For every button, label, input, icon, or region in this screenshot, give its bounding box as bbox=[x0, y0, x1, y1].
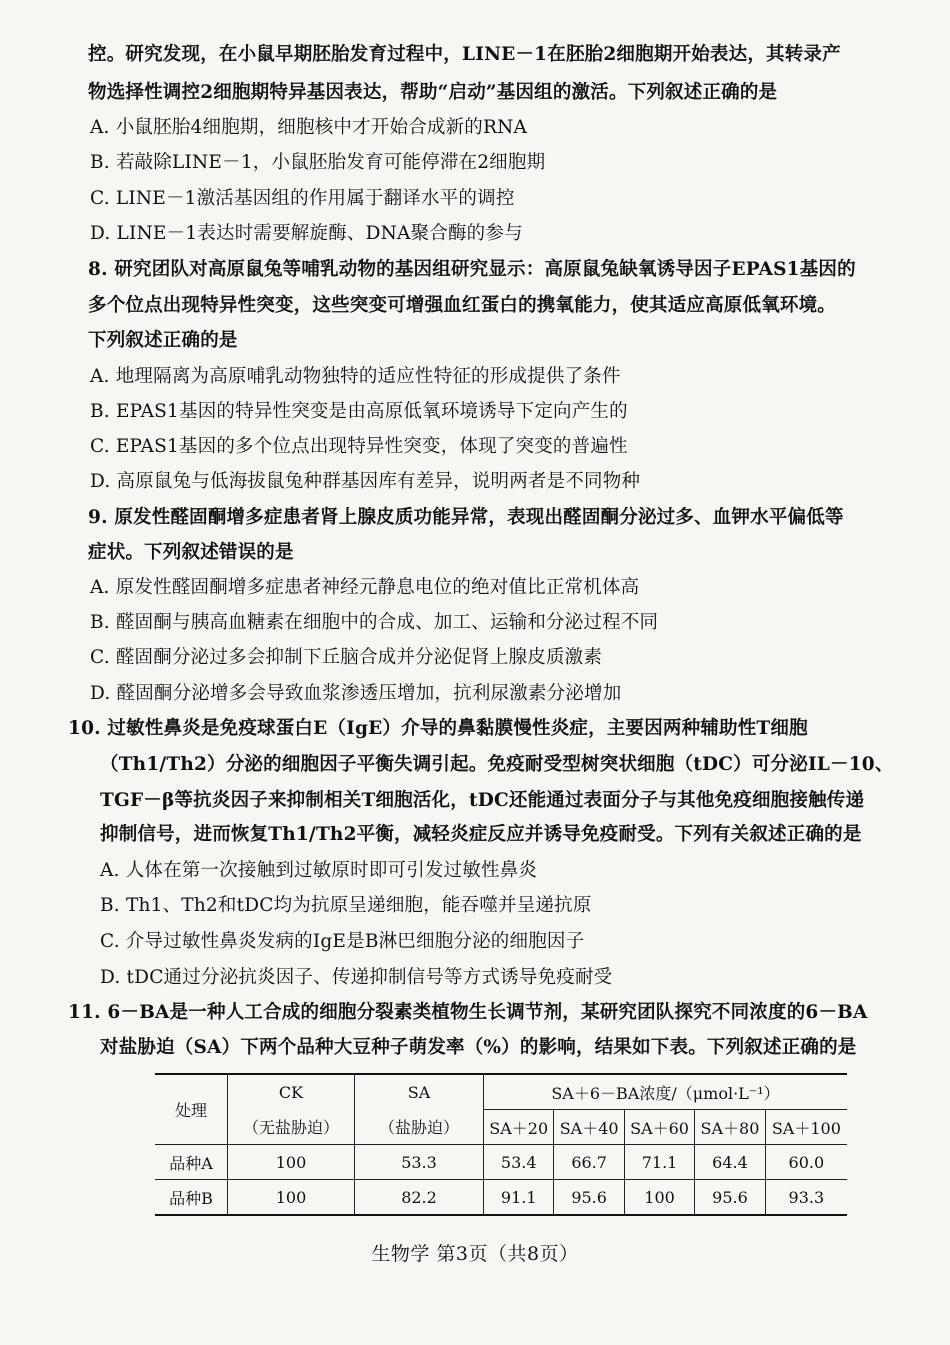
header-6ba-concentration: SA＋6－BA浓度/（μmol·L⁻¹） bbox=[484, 1074, 848, 1110]
q8-stem-line-3: 下列叙述正确的是 bbox=[88, 330, 238, 351]
q10-stem-line-2: （Th1/Th2）分泌的细胞因子平衡失调引起。免疫耐受型树突状细胞（tDC）可分泌IL－10、 bbox=[100, 754, 894, 775]
q7-stem-line-1: 控。研究发现，在小鼠早期胚胎发育过程中，LINE－1在胚胎2细胞期开始表达，其转录产 bbox=[88, 44, 841, 65]
q8-stem-line-1: 8. 研究团队对高原鼠兔等哺乳动物的基因组研究显示：高原鼠兔缺氧诱导因子EPAS1基因的 bbox=[88, 259, 856, 280]
q7-option-a: A. 小鼠胚胎4细胞期，细胞核中才开始合成新的RNA bbox=[90, 117, 528, 138]
table-cell: 100 bbox=[624, 1180, 694, 1216]
q8-option-b: B. EPAS1基因的特异性突变是由高原低氧环境诱导下定向产生的 bbox=[90, 401, 628, 422]
q9-stem-line-2: 症状。下列叙述错误的是 bbox=[88, 542, 294, 563]
header-sa: SA bbox=[355, 1074, 484, 1110]
q9-option-a: A. 原发性醛固酮增多症患者神经元静息电位的绝对值比正常机体高 bbox=[90, 577, 640, 598]
q10-option-c: C. 介导过敏性鼻炎发病的IgE是B淋巴细胞分泌的细胞因子 bbox=[100, 931, 585, 952]
q8-stem-line-2: 多个位点出现特异性突变，这些突变可增强血红蛋白的携氧能力，使其适应高原低氧环境。 bbox=[88, 295, 837, 316]
q10-stem-line-1: 10. 过敏性鼻炎是免疫球蛋白E（IgE）介导的鼻黏膜慢性炎症，主要因两种辅助性T细胞 bbox=[68, 718, 808, 739]
q8-option-d: D. 高原鼠兔与低海拔鼠兔种群基因库有差异，说明两者是不同物种 bbox=[90, 471, 641, 492]
row-label: 品种B bbox=[155, 1180, 228, 1216]
header-ck: CK bbox=[228, 1074, 355, 1110]
q8-option-c: C. EPAS1基因的多个位点出现特异性突变，体现了突变的普遍性 bbox=[90, 436, 628, 457]
table-cell: 53.3 bbox=[355, 1145, 484, 1180]
table-cell: 95.6 bbox=[695, 1180, 765, 1216]
table-cell: 60.0 bbox=[765, 1145, 847, 1180]
table-cell: 95.6 bbox=[554, 1180, 624, 1216]
q7-option-b: B. 若敲除LINE－1，小鼠胚胎发育可能停滞在2细胞期 bbox=[90, 152, 546, 173]
header-conc-100: SA＋100 bbox=[765, 1110, 847, 1145]
header-sa-sub: （盐胁迫） bbox=[355, 1110, 484, 1145]
table-row bbox=[155, 1145, 847, 1180]
table-cell: 100 bbox=[228, 1180, 355, 1216]
q9-option-c: C. 醛固酮分泌过多会抑制下丘脑合成并分泌促肾上腺皮质激素 bbox=[90, 647, 603, 668]
header-ck-sub: （无盐胁迫） bbox=[228, 1110, 355, 1145]
header-conc-60: SA＋60 bbox=[624, 1110, 694, 1145]
table-cell: 64.4 bbox=[695, 1145, 765, 1180]
q10-stem-line-3: TGF－β等抗炎因子来抑制相关T细胞活化，tDC还能通过表面分子与其他免疫细胞接触传递 bbox=[100, 790, 865, 811]
header-conc-20: SA＋20 bbox=[484, 1110, 554, 1145]
table-row bbox=[155, 1180, 847, 1216]
q9-option-b: B. 醛固酮与胰高血糖素在细胞中的合成、加工、运输和分泌过程不同 bbox=[90, 612, 659, 633]
table-cell: 91.1 bbox=[484, 1180, 554, 1216]
table-cell: 53.4 bbox=[484, 1145, 554, 1180]
page-footer: 生物学 第3页（共8页） bbox=[371, 1243, 579, 1265]
q9-option-d: D. 醛固酮分泌增多会导致血浆渗透压增加，抗利尿激素分泌增加 bbox=[90, 683, 622, 704]
q7-option-c: C. LINE－1激活基因组的作用属于翻译水平的调控 bbox=[90, 188, 515, 209]
header-treatment: 处理 bbox=[155, 1074, 228, 1145]
q10-stem-line-4: 抑制信号，进而恢复Th1/Th2平衡，减轻炎症反应并诱导免疫耐受。下列有关叙述正确的是 bbox=[100, 824, 862, 845]
header-conc-40: SA＋40 bbox=[554, 1110, 624, 1145]
table-cell: 100 bbox=[228, 1145, 355, 1180]
q10-option-b: B. Th1、Th2和tDC均为抗原呈递细胞，能吞噬并呈递抗原 bbox=[100, 895, 592, 916]
germination-rate-table bbox=[155, 1073, 847, 1216]
table-cell: 66.7 bbox=[554, 1145, 624, 1180]
q8-option-a: A. 地理隔离为高原哺乳动物独特的适应性特征的形成提供了条件 bbox=[90, 366, 621, 387]
row-label: 品种A bbox=[155, 1145, 228, 1180]
q7-option-d: D. LINE－1表达时需要解旋酶、DNA聚合酶的参与 bbox=[90, 223, 523, 244]
q10-option-d: D. tDC通过分泌抗炎因子、传递抑制信号等方式诱导免疫耐受 bbox=[100, 967, 613, 988]
table-cell: 71.1 bbox=[624, 1145, 694, 1180]
table-cell: 93.3 bbox=[765, 1180, 847, 1216]
header-conc-80: SA＋80 bbox=[695, 1110, 765, 1145]
q7-stem-line-2: 物选择性调控2细胞期特异基因表达，帮助“启动”基因组的激活。下列叙述正确的是 bbox=[88, 82, 778, 103]
q11-stem-line-1: 11. 6－BA是一种人工合成的细胞分裂素类植物生长调节剂，某研究团队探究不同浓度的6－BA bbox=[68, 1002, 868, 1023]
q11-stem-line-2: 对盐胁迫（SA）下两个品种大豆种子萌发率（%）的影响，结果如下表。下列叙述正确的是 bbox=[100, 1037, 857, 1058]
q9-stem-line-1: 9. 原发性醛固酮增多症患者肾上腺皮质功能异常，表现出醛固酮分泌过多、血钾水平偏低等 bbox=[88, 507, 844, 528]
q10-option-a: A. 人体在第一次接触到过敏原时即可引发过敏性鼻炎 bbox=[100, 860, 538, 881]
table-cell: 82.2 bbox=[355, 1180, 484, 1216]
